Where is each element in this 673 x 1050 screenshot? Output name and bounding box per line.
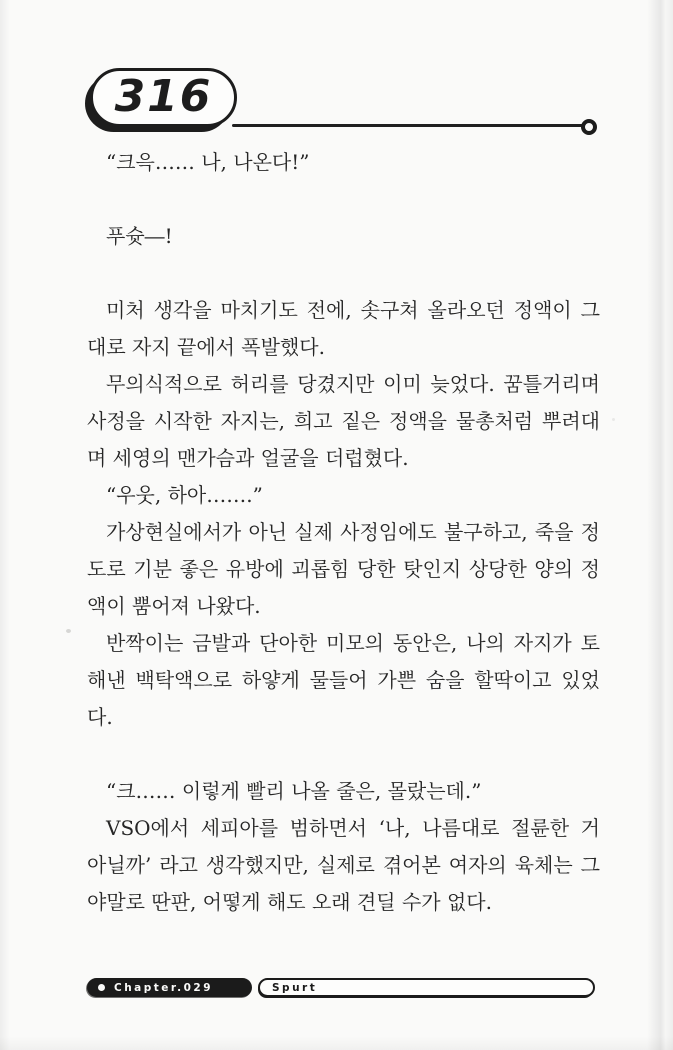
text-line: 다. bbox=[87, 705, 113, 729]
text-line: “크…… 이렇게 빨리 나올 줄은, 몰랐는데.” bbox=[106, 779, 482, 803]
page-number: 316 bbox=[114, 71, 213, 122]
text-line: “우웃, 하아…….” bbox=[106, 483, 263, 507]
text-line: 야말로 딴판, 어떻게 해도 오래 견딜 수가 없다. bbox=[87, 890, 492, 914]
header-rule-end-ring-icon bbox=[581, 119, 597, 135]
text-line: 미처 생각을 마치기도 전에, 솟구쳐 올라오던 정액이 그 bbox=[106, 298, 600, 322]
text-line: 아닐까’ 라고 생각했지만, 실제로 겪어본 여자의 육체는 그 bbox=[87, 853, 600, 877]
text-line: 반짝이는 금발과 단아한 미모의 동안은, 나의 자지가 토 bbox=[106, 631, 600, 655]
text-line: VSO에서 세피아를 범하면서 ‘나, 나름대로 절륜한 거 bbox=[106, 816, 600, 840]
text-line bbox=[87, 181, 600, 218]
text-line: 대로 자지 끝에서 폭발했다. bbox=[87, 335, 325, 359]
text-line: 푸슛―! bbox=[106, 224, 173, 248]
text-line: 사정을 시작한 자지는, 희고 짙은 정액을 물총처럼 뿌려대 bbox=[87, 409, 600, 433]
section-title-label: Spurt bbox=[272, 981, 318, 994]
body-text bbox=[87, 144, 600, 921]
text-line: 며 세영의 맨가슴과 얼굴을 더럽혔다. bbox=[87, 446, 409, 470]
text-line: 해낸 백탁액으로 하얗게 물들어 가쁜 숨을 할딱이고 있었 bbox=[87, 668, 600, 692]
page-shading-bottom bbox=[0, 1036, 673, 1050]
page-number-badge bbox=[90, 68, 237, 127]
text-line: 가상현실에서가 아닌 실제 사정임에도 불구하고, 죽을 정 bbox=[106, 520, 600, 544]
section-title-badge bbox=[258, 978, 595, 997]
text-line: 무의식적으로 허리를 당겼지만 이미 늦었다. 꿈틀거리며 bbox=[106, 372, 600, 396]
text-line: 도로 기분 좋은 유방에 괴롭힘 당한 탓인지 상당한 양의 정 bbox=[87, 557, 600, 581]
page-curl-shading-right bbox=[647, 0, 673, 1050]
text-line bbox=[87, 736, 600, 773]
scan-speck bbox=[66, 629, 71, 633]
text-line bbox=[87, 255, 600, 292]
header-rule-line bbox=[232, 124, 584, 127]
text-line: “크윽…… 나, 나온다!” bbox=[106, 150, 310, 174]
scan-speck bbox=[612, 418, 615, 421]
chapter-label: Chapter.029 bbox=[114, 981, 214, 994]
text-line: 액이 뿜어져 나왔다. bbox=[87, 594, 261, 618]
page-shading-left bbox=[0, 0, 10, 1050]
chapter-badge bbox=[87, 978, 252, 997]
chapter-dot-icon bbox=[98, 984, 105, 991]
